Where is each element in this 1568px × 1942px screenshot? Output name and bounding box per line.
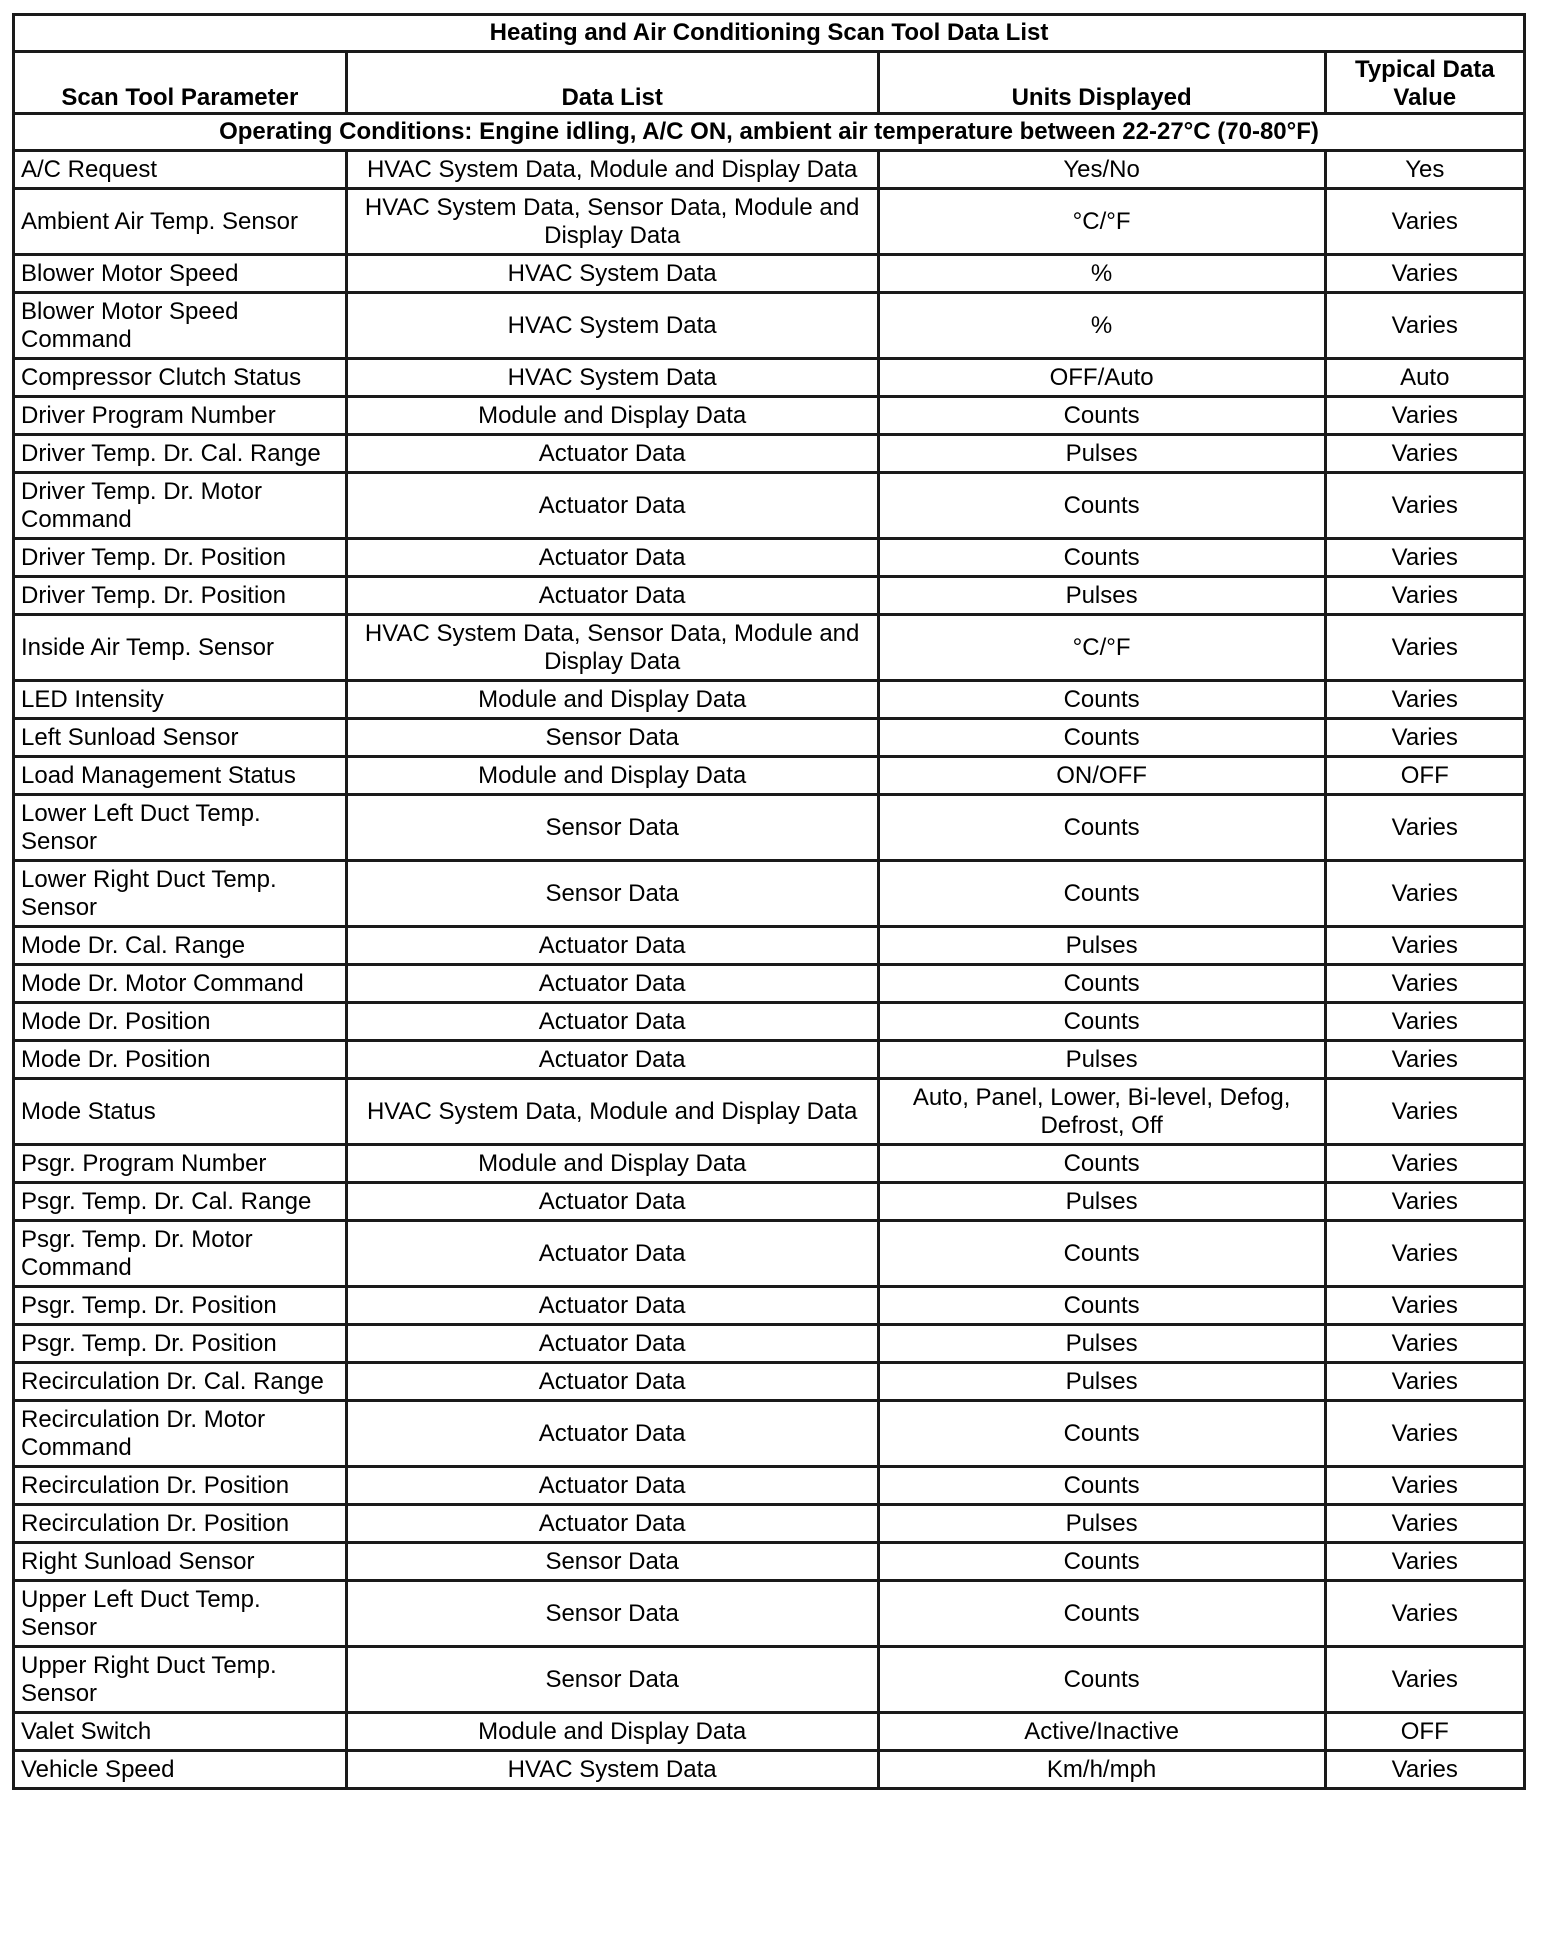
cell-units: Counts <box>878 795 1325 861</box>
cell-units: °C/°F <box>878 615 1325 681</box>
table-row <box>14 681 1525 719</box>
cell-typical-value: Varies <box>1325 577 1524 615</box>
cell-units: Km/h/mph <box>878 1751 1325 1789</box>
cell-parameter: Driver Temp. Dr. Cal. Range <box>14 435 347 473</box>
cell-typical-value: Varies <box>1325 293 1524 359</box>
cell-units: Pulses <box>878 927 1325 965</box>
cell-parameter: Right Sunload Sensor <box>14 1543 347 1581</box>
cell-typical-value: Varies <box>1325 1079 1524 1145</box>
table-row <box>14 577 1525 615</box>
cell-typical-value: Varies <box>1325 255 1524 293</box>
cell-data-list: Actuator Data <box>346 435 878 473</box>
cell-units: Pulses <box>878 1183 1325 1221</box>
cell-units: Pulses <box>878 1505 1325 1543</box>
cell-data-list: Module and Display Data <box>346 1713 878 1751</box>
column-header-typical-value: Typical Data Value <box>1325 52 1524 114</box>
cell-units: Counts <box>878 719 1325 757</box>
cell-typical-value: Varies <box>1325 965 1524 1003</box>
table-row <box>14 1003 1525 1041</box>
cell-data-list: Sensor Data <box>346 861 878 927</box>
table-row <box>14 1041 1525 1079</box>
cell-units: Counts <box>878 1647 1325 1713</box>
cell-data-list: Actuator Data <box>346 1505 878 1543</box>
cell-parameter: Psgr. Temp. Dr. Position <box>14 1325 347 1363</box>
table-row <box>14 255 1525 293</box>
table-row <box>14 1751 1525 1789</box>
cell-units: Counts <box>878 965 1325 1003</box>
table-row <box>14 473 1525 539</box>
cell-units: Counts <box>878 397 1325 435</box>
cell-data-list: Actuator Data <box>346 577 878 615</box>
table-row <box>14 397 1525 435</box>
cell-typical-value: Varies <box>1325 1363 1524 1401</box>
cell-data-list: Actuator Data <box>346 965 878 1003</box>
cell-data-list: Module and Display Data <box>346 397 878 435</box>
cell-parameter: Left Sunload Sensor <box>14 719 347 757</box>
cell-units: Pulses <box>878 577 1325 615</box>
cell-parameter: Valet Switch <box>14 1713 347 1751</box>
cell-parameter: Vehicle Speed <box>14 1751 347 1789</box>
cell-units: Counts <box>878 861 1325 927</box>
cell-parameter: Driver Temp. Dr. Position <box>14 577 347 615</box>
cell-typical-value: Varies <box>1325 927 1524 965</box>
cell-data-list: Actuator Data <box>346 1221 878 1287</box>
table-row <box>14 1505 1525 1543</box>
cell-parameter: Recirculation Dr. Cal. Range <box>14 1363 347 1401</box>
cell-parameter: Mode Dr. Position <box>14 1041 347 1079</box>
cell-typical-value: Yes <box>1325 151 1524 189</box>
cell-data-list: Module and Display Data <box>346 757 878 795</box>
column-header-parameter: Scan Tool Parameter <box>14 52 347 114</box>
cell-parameter: Mode Status <box>14 1079 347 1145</box>
cell-typical-value: Varies <box>1325 1145 1524 1183</box>
cell-typical-value: Varies <box>1325 1467 1524 1505</box>
cell-units: Active/Inactive <box>878 1713 1325 1751</box>
cell-parameter: Driver Temp. Dr. Position <box>14 539 347 577</box>
cell-parameter: Inside Air Temp. Sensor <box>14 615 347 681</box>
operating-conditions-row <box>14 114 1525 151</box>
cell-parameter: LED Intensity <box>14 681 347 719</box>
table-title-row <box>14 15 1525 52</box>
column-header-data-list: Data List <box>346 52 878 114</box>
cell-data-list: Sensor Data <box>346 1647 878 1713</box>
column-header-units: Units Displayed <box>878 52 1325 114</box>
table-row <box>14 189 1525 255</box>
cell-typical-value: OFF <box>1325 1713 1524 1751</box>
cell-data-list: HVAC System Data <box>346 293 878 359</box>
cell-data-list: Module and Display Data <box>346 1145 878 1183</box>
cell-units: % <box>878 293 1325 359</box>
cell-data-list: Actuator Data <box>346 1041 878 1079</box>
cell-typical-value: Varies <box>1325 795 1524 861</box>
cell-typical-value: Varies <box>1325 1581 1524 1647</box>
cell-data-list: HVAC System Data, Sensor Data, Module and Display Data <box>346 189 878 255</box>
cell-units: Yes/No <box>878 151 1325 189</box>
cell-typical-value: Varies <box>1325 435 1524 473</box>
cell-data-list: HVAC System Data, Module and Display Data <box>346 1079 878 1145</box>
cell-parameter: Mode Dr. Position <box>14 1003 347 1041</box>
cell-parameter: Compressor Clutch Status <box>14 359 347 397</box>
table-row <box>14 539 1525 577</box>
cell-data-list: Sensor Data <box>346 719 878 757</box>
table-row <box>14 435 1525 473</box>
table-row <box>14 795 1525 861</box>
cell-parameter: Recirculation Dr. Position <box>14 1467 347 1505</box>
table-row <box>14 615 1525 681</box>
table-row <box>14 1713 1525 1751</box>
cell-data-list: Actuator Data <box>346 473 878 539</box>
cell-data-list: Actuator Data <box>346 1325 878 1363</box>
table-row <box>14 359 1525 397</box>
cell-parameter: Psgr. Temp. Dr. Motor Command <box>14 1221 347 1287</box>
table-row <box>14 1183 1525 1221</box>
cell-parameter: Load Management Status <box>14 757 347 795</box>
table-row <box>14 1287 1525 1325</box>
cell-units: Pulses <box>878 1363 1325 1401</box>
cell-units: Pulses <box>878 435 1325 473</box>
table-row <box>14 1079 1525 1145</box>
table-row <box>14 1363 1525 1401</box>
cell-typical-value: Varies <box>1325 615 1524 681</box>
cell-typical-value: Varies <box>1325 1401 1524 1467</box>
cell-parameter: Psgr. Temp. Dr. Cal. Range <box>14 1183 347 1221</box>
cell-units: Counts <box>878 1543 1325 1581</box>
cell-typical-value: Varies <box>1325 1543 1524 1581</box>
cell-units: °C/°F <box>878 189 1325 255</box>
cell-data-list: Actuator Data <box>346 539 878 577</box>
cell-data-list: Actuator Data <box>346 1467 878 1505</box>
table-row <box>14 927 1525 965</box>
cell-units: Counts <box>878 1467 1325 1505</box>
cell-parameter: Lower Right Duct Temp. Sensor <box>14 861 347 927</box>
cell-units: Counts <box>878 1003 1325 1041</box>
cell-data-list: Module and Display Data <box>346 681 878 719</box>
cell-typical-value: Varies <box>1325 539 1524 577</box>
cell-typical-value: Auto <box>1325 359 1524 397</box>
cell-parameter: Upper Left Duct Temp. Sensor <box>14 1581 347 1647</box>
cell-typical-value: Varies <box>1325 397 1524 435</box>
cell-parameter: Lower Left Duct Temp. Sensor <box>14 795 347 861</box>
cell-units: Counts <box>878 1287 1325 1325</box>
cell-typical-value: Varies <box>1325 1647 1524 1713</box>
table-row <box>14 1221 1525 1287</box>
cell-typical-value: Varies <box>1325 1183 1524 1221</box>
cell-parameter: Blower Motor Speed <box>14 255 347 293</box>
cell-data-list: HVAC System Data <box>346 359 878 397</box>
table-row <box>14 861 1525 927</box>
table-title: Heating and Air Conditioning Scan Tool Data List <box>14 15 1525 52</box>
cell-units: Counts <box>878 473 1325 539</box>
table-header-row <box>14 52 1525 114</box>
cell-typical-value: Varies <box>1325 189 1524 255</box>
cell-units: Counts <box>878 1581 1325 1647</box>
cell-parameter: Mode Dr. Motor Command <box>14 965 347 1003</box>
cell-data-list: Sensor Data <box>346 1543 878 1581</box>
cell-typical-value: Varies <box>1325 1505 1524 1543</box>
cell-parameter: Ambient Air Temp. Sensor <box>14 189 347 255</box>
table-row <box>14 293 1525 359</box>
cell-typical-value: Varies <box>1325 1751 1524 1789</box>
table-row <box>14 1647 1525 1713</box>
table-row <box>14 151 1525 189</box>
cell-typical-value: Varies <box>1325 1325 1524 1363</box>
cell-data-list: Actuator Data <box>346 927 878 965</box>
cell-units: OFF/Auto <box>878 359 1325 397</box>
operating-conditions: Operating Conditions: Engine idling, A/C ON, ambient air temperature between 22-27°C (70-80°F) <box>14 114 1525 151</box>
cell-typical-value: Varies <box>1325 1221 1524 1287</box>
cell-data-list: Actuator Data <box>346 1287 878 1325</box>
cell-data-list: Sensor Data <box>346 1581 878 1647</box>
table-row <box>14 1581 1525 1647</box>
table-row <box>14 719 1525 757</box>
cell-units: Pulses <box>878 1325 1325 1363</box>
cell-parameter: Driver Program Number <box>14 397 347 435</box>
cell-units: Counts <box>878 1145 1325 1183</box>
cell-data-list: HVAC System Data, Sensor Data, Module and Display Data <box>346 615 878 681</box>
cell-data-list: Actuator Data <box>346 1003 878 1041</box>
cell-data-list: Actuator Data <box>346 1363 878 1401</box>
cell-units: Pulses <box>878 1041 1325 1079</box>
cell-data-list: HVAC System Data <box>346 255 878 293</box>
cell-parameter: Upper Right Duct Temp. Sensor <box>14 1647 347 1713</box>
cell-typical-value: Varies <box>1325 861 1524 927</box>
cell-units: Counts <box>878 1221 1325 1287</box>
cell-data-list: Sensor Data <box>346 795 878 861</box>
table-row <box>14 1325 1525 1363</box>
cell-parameter: Blower Motor Speed Command <box>14 293 347 359</box>
table-body <box>14 151 1525 1789</box>
cell-typical-value: OFF <box>1325 757 1524 795</box>
cell-parameter: A/C Request <box>14 151 347 189</box>
cell-typical-value: Varies <box>1325 681 1524 719</box>
cell-parameter: Psgr. Program Number <box>14 1145 347 1183</box>
table-row <box>14 1401 1525 1467</box>
cell-units: Counts <box>878 681 1325 719</box>
cell-units: Counts <box>878 1401 1325 1467</box>
cell-data-list: Actuator Data <box>346 1183 878 1221</box>
table-row <box>14 757 1525 795</box>
table-row <box>14 1467 1525 1505</box>
cell-parameter: Recirculation Dr. Position <box>14 1505 347 1543</box>
cell-parameter: Psgr. Temp. Dr. Position <box>14 1287 347 1325</box>
cell-parameter: Recirculation Dr. Motor Command <box>14 1401 347 1467</box>
cell-data-list: HVAC System Data <box>346 1751 878 1789</box>
cell-parameter: Driver Temp. Dr. Motor Command <box>14 473 347 539</box>
cell-units: ON/OFF <box>878 757 1325 795</box>
table-row <box>14 1145 1525 1183</box>
table-row <box>14 965 1525 1003</box>
table-row <box>14 1543 1525 1581</box>
cell-typical-value: Varies <box>1325 1041 1524 1079</box>
scan-tool-data-table <box>12 13 1526 1790</box>
cell-parameter: Mode Dr. Cal. Range <box>14 927 347 965</box>
cell-typical-value: Varies <box>1325 719 1524 757</box>
cell-data-list: Actuator Data <box>346 1401 878 1467</box>
cell-units: Counts <box>878 539 1325 577</box>
cell-typical-value: Varies <box>1325 1287 1524 1325</box>
cell-typical-value: Varies <box>1325 473 1524 539</box>
cell-units: Auto, Panel, Lower, Bi-level, Defog, Defrost, Off <box>878 1079 1325 1145</box>
cell-data-list: HVAC System Data, Module and Display Data <box>346 151 878 189</box>
cell-units: % <box>878 255 1325 293</box>
cell-typical-value: Varies <box>1325 1003 1524 1041</box>
